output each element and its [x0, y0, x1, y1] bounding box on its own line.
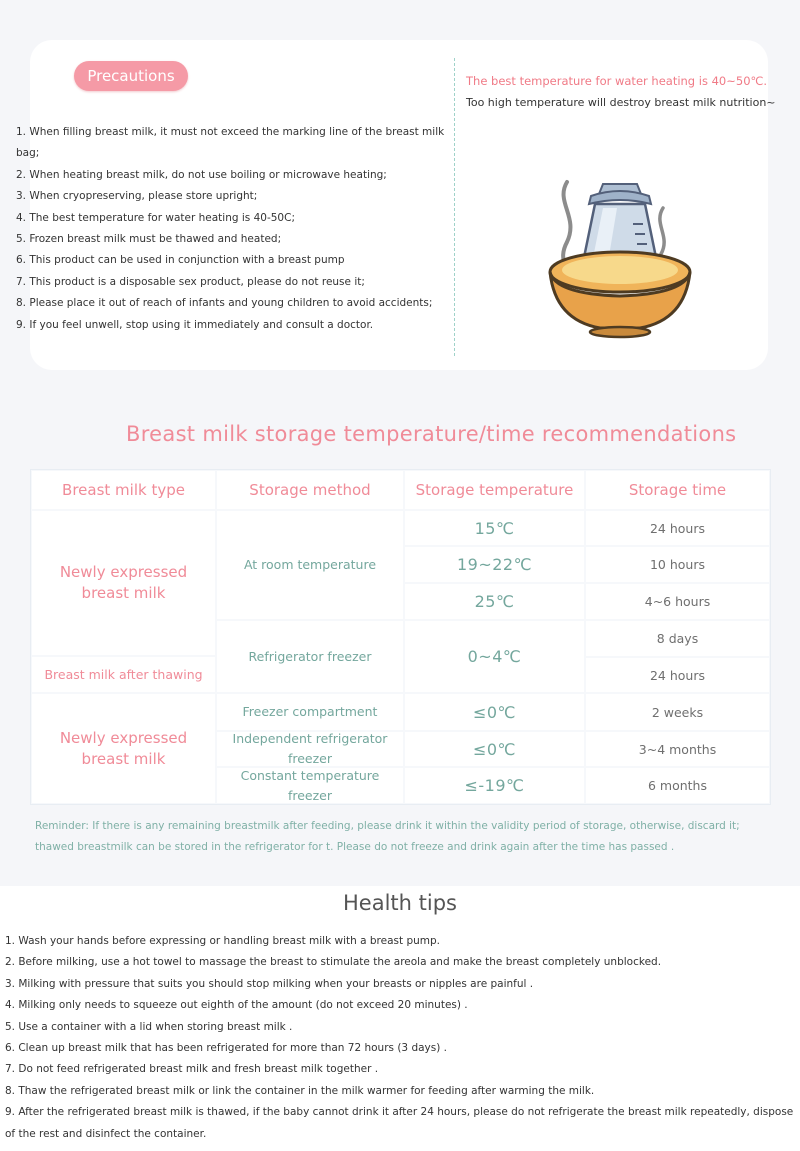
health-tip-item: 8. Thaw the refrigerated breast milk or link the container in the milk warmer for feeding after warming the milk. [5, 1084, 595, 1097]
header-storage-method: Storage method [217, 471, 403, 509]
temperature-value: 15℃ [405, 511, 584, 545]
precaution-item: 6. This product can be used in conjunction with a breast pump [16, 254, 345, 267]
storage-time-value: 24 hours [586, 511, 769, 545]
temperature-value: 0~4℃ [405, 621, 584, 692]
method-room-temperature: At room temperature [217, 511, 403, 619]
precaution-item: 4. The best temperature for water heating is 40-50C; [16, 211, 295, 224]
temperature-value: ≤0℃ [405, 694, 584, 730]
health-tip-item: 5. Use a container with a lid when storing breast milk . [5, 1020, 293, 1033]
header-breast-milk-type: Breast milk type [32, 471, 215, 509]
type-newly-expressed: Newly expressed breast milk [32, 694, 215, 803]
health-tip-item: 9. After the refrigerated breast milk is thawed, if the baby cannot drink it after 24 hours, please do not refrigerate the breast milk repeatedly, dispose of the rest and disinfect the container. [5, 1106, 794, 1140]
health-tip-item: 4. Milking only needs to squeeze out eighth of the amount (do not exceed 20 minutes) . [5, 999, 468, 1012]
storage-reminder: Reminder: If there is any remaining breastmilk after feeding, please drink it within the validity period of storage, otherwise, discard it; thawed breastmilk can be stored in the refrigerator for t. Please do not freeze and drink again after the time has passed . [35, 820, 740, 853]
health-tips-list [5, 931, 795, 1145]
dashed-divider [454, 58, 455, 356]
storage-time-value: 8 days [586, 621, 769, 656]
precautions-list [16, 122, 448, 336]
temperature-value: 25℃ [405, 584, 584, 619]
precaution-item: 7. This product is a disposable sex product, please do not reuse it; [16, 275, 365, 288]
precaution-item: 1. When filling breast milk, it must not exceed the marking line of the breast milk bag; [16, 126, 445, 160]
nutrition-warning: Too high temperature will destroy breast milk nutrition~ [466, 96, 776, 109]
bottle-warmer-icon [545, 172, 695, 342]
health-tip-item: 6. Clean up breast milk that has been refrigerated for more than 72 hours (3 days) . [5, 1042, 448, 1055]
storage-time-value: 4~6 hours [586, 584, 769, 619]
storage-time-value: 6 months [586, 768, 769, 803]
storage-time-value: 3~4 months [586, 732, 769, 766]
header-storage-temperature: Storage temperature [405, 471, 584, 509]
storage-time-value: 2 weeks [586, 694, 769, 730]
temperature-value: 19~22℃ [405, 547, 584, 582]
health-tips-title: Health tips [343, 891, 457, 915]
heating-temperature-tip: The best temperature for water heating is 40~50℃. [466, 74, 768, 88]
method-constant-temperature-freezer: Constant temperature freezer [217, 768, 403, 803]
method-refrigerator-freezer: Refrigerator freezer [217, 621, 403, 692]
temperature-value: ≤0℃ [405, 732, 584, 766]
precaution-item: 3. When cryopreserving, please store upright; [16, 190, 258, 203]
method-freezer-compartment: Freezer compartment [217, 694, 403, 730]
type-newly-expressed: Newly expressed breast milk [32, 511, 215, 655]
precaution-item: 2. When heating breast milk, do not use boiling or microwave heating; [16, 168, 387, 181]
method-independent-freezer: Independent refrigerator freezer [217, 732, 403, 766]
storage-time-value: 24 hours [586, 658, 769, 692]
storage-time-value: 10 hours [586, 547, 769, 582]
temperature-value: ≤-19℃ [405, 768, 584, 803]
precaution-item: 8. Please place it out of reach of infants and young children to avoid accidents; [16, 297, 433, 310]
header-storage-time: Storage time [586, 471, 769, 509]
precaution-item: 9. If you feel unwell, stop using it immediately and consult a doctor. [16, 318, 374, 331]
health-tip-item: 1. Wash your hands before expressing or handling breast milk with a breast pump. [5, 935, 441, 947]
storage-table-title: Breast milk storage temperature/time recommendations [126, 422, 737, 446]
storage-table [30, 469, 771, 805]
health-tip-item: 2. Before milking, use a hot towel to massage the breast to stimulate the areola and make the breast completely unblocked. [5, 956, 662, 969]
precautions-badge: Precautions [74, 61, 188, 91]
health-tip-item: 7. Do not feed refrigerated breast milk and fresh breast milk together . [5, 1063, 379, 1076]
type-after-thawing: Breast milk after thawing [32, 657, 215, 692]
precaution-item: 5. Frozen breast milk must be thawed and heated; [16, 233, 282, 246]
health-tip-item: 3. Milking with pressure that suits you should stop milking when your breasts or nipples are painful . [5, 977, 534, 990]
